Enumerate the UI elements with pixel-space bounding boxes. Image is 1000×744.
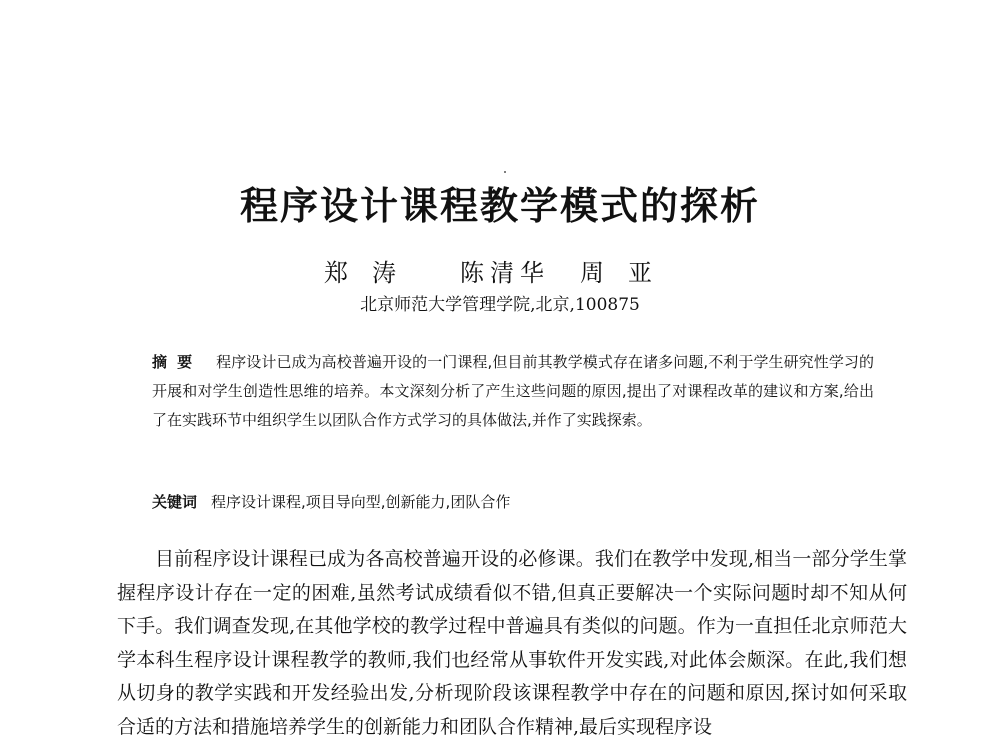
affiliation: 北京师范大学管理学院,北京,100875	[360, 295, 640, 315]
keywords-label: 关键词	[152, 493, 198, 511]
abstract-block	[152, 348, 874, 435]
scan-speck	[504, 171, 506, 173]
author-name: 陈清华	[460, 259, 550, 287]
paper-title: 程序设计课程教学模式的探析	[239, 184, 760, 228]
abstract-text: 程序设计已成为高校普遍开设的一门课程,但目前其教学模式存在诸多问题,不利于学生研究性学习的开展和对学生创造性思维的培养。本文深刻分析了产生这些问题的原因,提出了对课程改革的建议和方案,给出了在实践环节中组织学生以团队合作方式学习的具体做法,并作了实践探索。	[152, 353, 874, 429]
author-list	[0, 258, 1000, 288]
author-name: 周亚	[580, 259, 676, 287]
author-name: 郑涛	[324, 259, 420, 287]
abstract-label: 摘要	[152, 353, 203, 371]
keywords-block	[152, 488, 874, 517]
body-paragraph: 目前程序设计课程已成为各高校普遍开设的必修课。我们在教学中发现,相当一部分学生掌握程序设计存在一定的困难,虽然考试成绩看似不错,但真正要解决一个实际问题时却不知从何下手。我们调查发现,在其他学校的教学过程中普遍具有类似的问题。作为一直担任北京师范大学本科生程序设计课程教学的教师,我们也经常从事软件开发实践,对此体会颇深。在此,我们想从切身的教学实践和开发经验出发,分析现阶段该课程教学中存在的问题和原因,探讨如何采取合适的方法和措施培养学生的创新能力和团队合作精神,最后实现程序设	[117, 548, 907, 738]
keywords-text: 程序设计课程,项目导向型,创新能力,团队合作	[211, 493, 511, 511]
